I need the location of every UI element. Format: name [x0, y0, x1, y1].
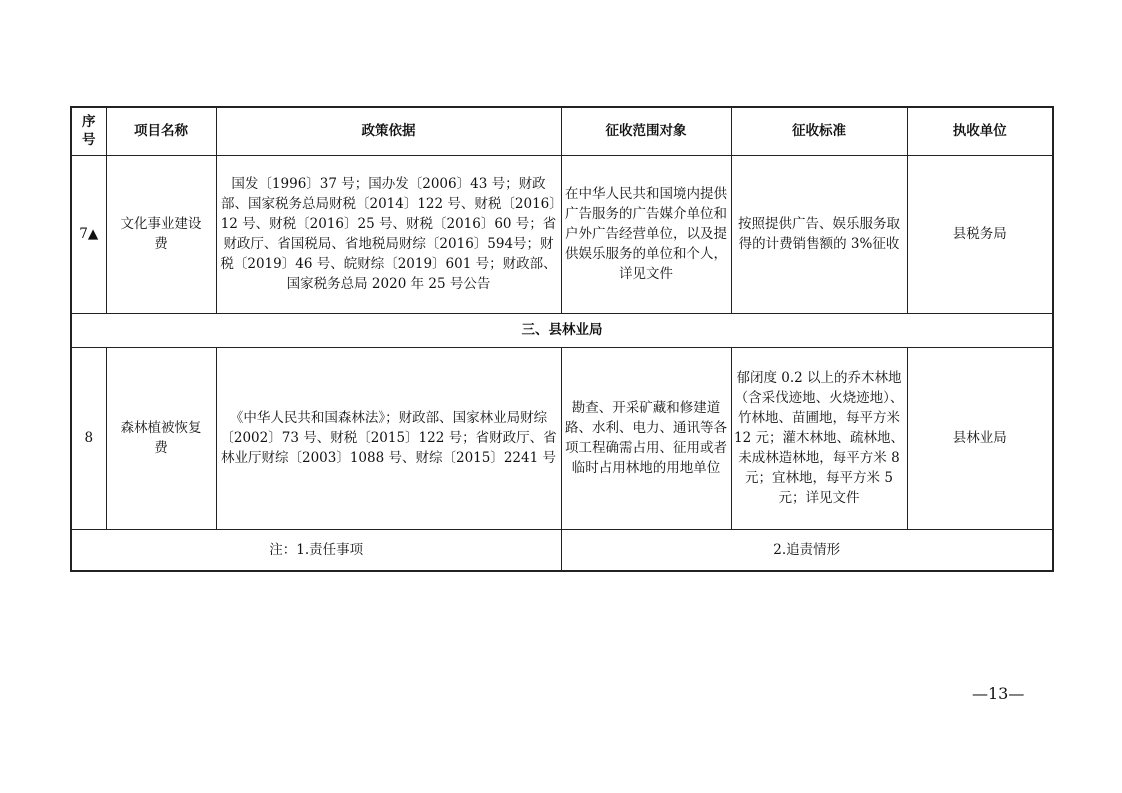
note-right: 2.追责情形 [561, 529, 1053, 571]
note-left: 注：1.责任事项 [71, 529, 561, 571]
row-basis: 国发〔1996〕37 号；国办发〔2006〕43 号；财政部、国家税务总局财税〔2014〕122 号、财税〔2016〕12 号、财税〔2016〕25 号、财税〔2016〕60 号；省财政厅、省国税局、省地税局财综〔2016〕594号；财税〔2019〕46 号、皖财综〔2019〕601 号；财政部、国家税务总局 2020 年 25 号公告 [216, 155, 561, 313]
row-basis: 《中华人民共和国森林法》；财政部、国家林业局财综〔2002〕73 号、财税〔2015〕122 号；省财政厅、省林业厅财综〔2003〕1088 号、财综〔2015〕2241 号 [216, 347, 561, 529]
header-scope: 征收范围对象 [561, 107, 731, 155]
row-unit: 县税务局 [907, 155, 1053, 313]
row-name: 森林植被恢复费 [106, 347, 216, 529]
table-row [71, 155, 1053, 313]
row-seq: 7▲ [71, 155, 106, 313]
row-scope: 勘查、开采矿藏和修建道路、水利、电力、通讯等各项工程确需占用、征用或者临时占用林地的用地单位 [561, 347, 731, 529]
header-name: 项目名称 [106, 107, 216, 155]
header-standard: 征收标准 [731, 107, 907, 155]
row-unit: 县林业局 [907, 347, 1053, 529]
header-seq: 序号 [71, 107, 106, 155]
section-title: 三、县林业局 [71, 313, 1053, 347]
header-unit: 执收单位 [907, 107, 1053, 155]
row-name: 文化事业建设费 [106, 155, 216, 313]
row-standard: 按照提供广告、娱乐服务取得的计费销售额的 3%征收 [731, 155, 907, 313]
section-row [71, 313, 1053, 347]
table-row [71, 347, 1053, 529]
page-number: —13— [972, 684, 1025, 703]
row-seq: 8 [71, 347, 106, 529]
header-row [71, 107, 1053, 155]
row-standard: 郁闭度 0.2 以上的乔木林地（含采伐迹地、火烧迹地）、竹林地、苗圃地，每平方米 12 元；灌木林地、疏林地、未成林造林地，每平方米 8 元；宜林地，每平方米 5 元；详见文件 [731, 347, 907, 529]
note-row [71, 529, 1053, 571]
row-scope: 在中华人民共和国境内提供广告服务的广告媒介单位和户外广告经营单位，以及提供娱乐服务的单位和个人，详见文件 [561, 155, 731, 313]
fee-table [70, 106, 1054, 572]
header-basis: 政策依据 [216, 107, 561, 155]
